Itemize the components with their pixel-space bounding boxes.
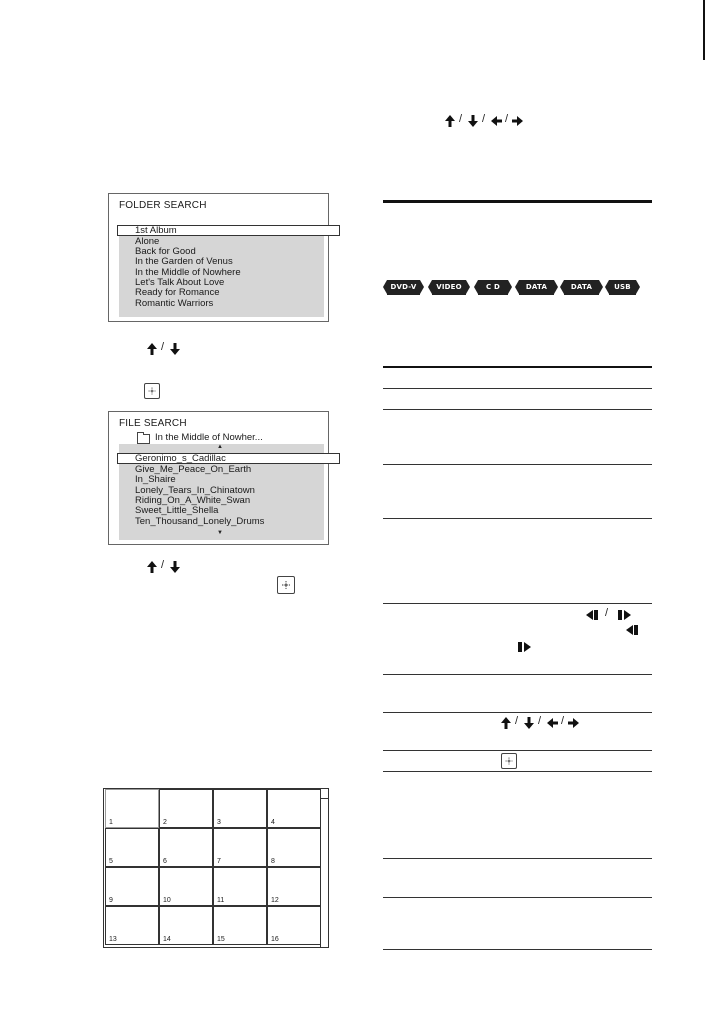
- thumbnail-cell[interactable]: [159, 828, 213, 867]
- arrow-down-icon: [523, 716, 535, 730]
- file-list: [119, 444, 324, 540]
- current-folder-name: In the Middle of Nowher...: [155, 432, 263, 443]
- separator: /: [482, 113, 486, 125]
- thumbnail-number: 12: [271, 897, 279, 904]
- thumbnail-cell[interactable]: [267, 867, 321, 906]
- table-rule: [383, 464, 652, 465]
- next-button-icon: [616, 608, 634, 622]
- thumbnail-cell[interactable]: [267, 906, 321, 945]
- file-list-item[interactable]: Give_Me_Peace_On_Earth: [135, 464, 252, 475]
- thumbnail-number: 2: [163, 819, 167, 826]
- grid-scrollbar[interactable]: [320, 789, 328, 947]
- separator: /: [505, 113, 509, 125]
- thumbnail-cell[interactable]: [105, 906, 159, 945]
- folder-list-item[interactable]: Romantic Warriors: [135, 298, 214, 309]
- file-list-item[interactable]: Ten_Thousand_Lonely_Drums: [135, 516, 265, 527]
- prev-button-icon: [624, 623, 642, 637]
- table-rule: [383, 409, 652, 410]
- folder-list-item[interactable]: Let's Talk About Love: [135, 277, 225, 288]
- thumbnail-cell[interactable]: [213, 867, 267, 906]
- table-rule: [383, 674, 652, 675]
- folder-list: [119, 225, 324, 317]
- separator: /: [459, 113, 463, 125]
- thumbnail-number: 4: [271, 819, 275, 826]
- separator: /: [538, 715, 542, 727]
- enter-button-icon: [144, 383, 160, 399]
- thumbnail-number: 3: [217, 819, 221, 826]
- margin-line: [703, 0, 705, 60]
- section-rule: [383, 200, 652, 203]
- thumbnail-cell[interactable]: [267, 828, 321, 867]
- thumbnail-number: 1: [109, 819, 113, 826]
- arrow-up-icon: [146, 560, 158, 574]
- thumbnail-number: 9: [109, 897, 113, 904]
- table-rule: [383, 388, 652, 389]
- arrow-right-icon: [568, 716, 580, 730]
- table-rule: [383, 897, 652, 898]
- next-button-icon: [516, 640, 534, 654]
- disc-badge: DATA CD: [519, 280, 554, 295]
- grid-scrollbar-thumb[interactable]: [321, 789, 328, 799]
- folder-list-item[interactable]: Alone: [135, 236, 160, 247]
- file-search-panel: [108, 411, 329, 545]
- scroll-up-icon[interactable]: ▲: [217, 444, 223, 450]
- arrow-left-icon: [546, 716, 558, 730]
- thumbnail-cell[interactable]: [267, 789, 321, 828]
- file-list-item[interactable]: Riding_On_A_White_Swan: [135, 495, 251, 506]
- folder-search-panel: [108, 193, 329, 322]
- thumbnail-cell[interactable]: [159, 789, 213, 828]
- folder-list-item[interactable]: In the Garden of Venus: [135, 256, 233, 267]
- thumbnail-cell[interactable]: [213, 906, 267, 945]
- thumbnail-number: 8: [271, 858, 275, 865]
- thumbnail-number: 13: [109, 936, 117, 943]
- arrow-up-icon: [146, 342, 158, 356]
- folder-list-item[interactable]: Back for Good: [135, 246, 196, 257]
- disc-badge: DATA DVD: [564, 280, 599, 295]
- table-rule: [383, 712, 652, 713]
- file-search-title: FILE SEARCH: [119, 418, 187, 429]
- separator: /: [561, 715, 565, 727]
- folder-list-item[interactable]: In the Middle of Nowhere: [135, 267, 241, 278]
- thumbnail-number: 16: [271, 936, 279, 943]
- folder-search-title: FOLDER SEARCH: [119, 200, 207, 211]
- file-list-item[interactable]: Sweet_Little_Shella: [135, 505, 219, 516]
- thumbnail-cell[interactable]: [105, 828, 159, 867]
- separator: /: [515, 715, 519, 727]
- table-rule: [383, 771, 652, 772]
- arrow-up-icon: [500, 716, 512, 730]
- thumbnail-number: 14: [163, 936, 171, 943]
- disc-badge: USB: [609, 280, 636, 295]
- thumbnail-cell[interactable]: [213, 789, 267, 828]
- disc-badge: C D: [478, 280, 508, 295]
- disc-badge: DVD-V: [387, 280, 420, 295]
- enter-button-icon: [501, 753, 517, 769]
- separator: /: [605, 607, 609, 619]
- table-rule: [383, 949, 652, 950]
- thumbnail-number: 6: [163, 858, 167, 865]
- arrow-up-icon: [444, 114, 456, 128]
- table-rule: [383, 366, 652, 368]
- thumbnail-number: 11: [217, 897, 225, 904]
- separator: /: [161, 559, 165, 571]
- table-rule: [383, 518, 652, 519]
- thumbnail-grid: [103, 788, 329, 948]
- thumbnail-cell[interactable]: [159, 867, 213, 906]
- thumbnail-cell[interactable]: [159, 906, 213, 945]
- thumbnail-number: 10: [163, 897, 171, 904]
- arrow-right-icon: [512, 114, 524, 128]
- folder-list-item[interactable]: 1st Album: [117, 225, 340, 236]
- thumbnail-cell[interactable]: [105, 789, 159, 828]
- table-rule: [383, 750, 652, 751]
- arrow-down-icon: [169, 560, 181, 574]
- disc-badge: VIDEO CD: [432, 280, 466, 295]
- table-rule: [383, 603, 652, 604]
- separator: /: [161, 341, 165, 353]
- table-rule: [383, 858, 652, 859]
- arrow-down-icon: [467, 114, 479, 128]
- file-list-item[interactable]: Geronimo_s_Cadillac: [117, 453, 340, 464]
- thumbnail-number: 5: [109, 858, 113, 865]
- folder-icon: [137, 434, 150, 444]
- thumbnail-number: 15: [217, 936, 225, 943]
- arrow-left-icon: [490, 114, 502, 128]
- arrow-down-icon: [169, 342, 181, 356]
- file-list-item[interactable]: In_Shaire: [135, 474, 176, 485]
- thumbnail-cell[interactable]: [213, 828, 267, 867]
- enter-button-icon: [277, 576, 295, 594]
- folder-list-item[interactable]: Ready for Romance: [135, 287, 220, 298]
- prev-button-icon: [584, 608, 602, 622]
- scroll-down-icon[interactable]: ▼: [217, 530, 223, 536]
- file-list-item[interactable]: Lonely_Tears_In_Chinatown: [135, 485, 255, 496]
- thumbnail-cell[interactable]: [105, 867, 159, 906]
- thumbnail-number: 7: [217, 858, 221, 865]
